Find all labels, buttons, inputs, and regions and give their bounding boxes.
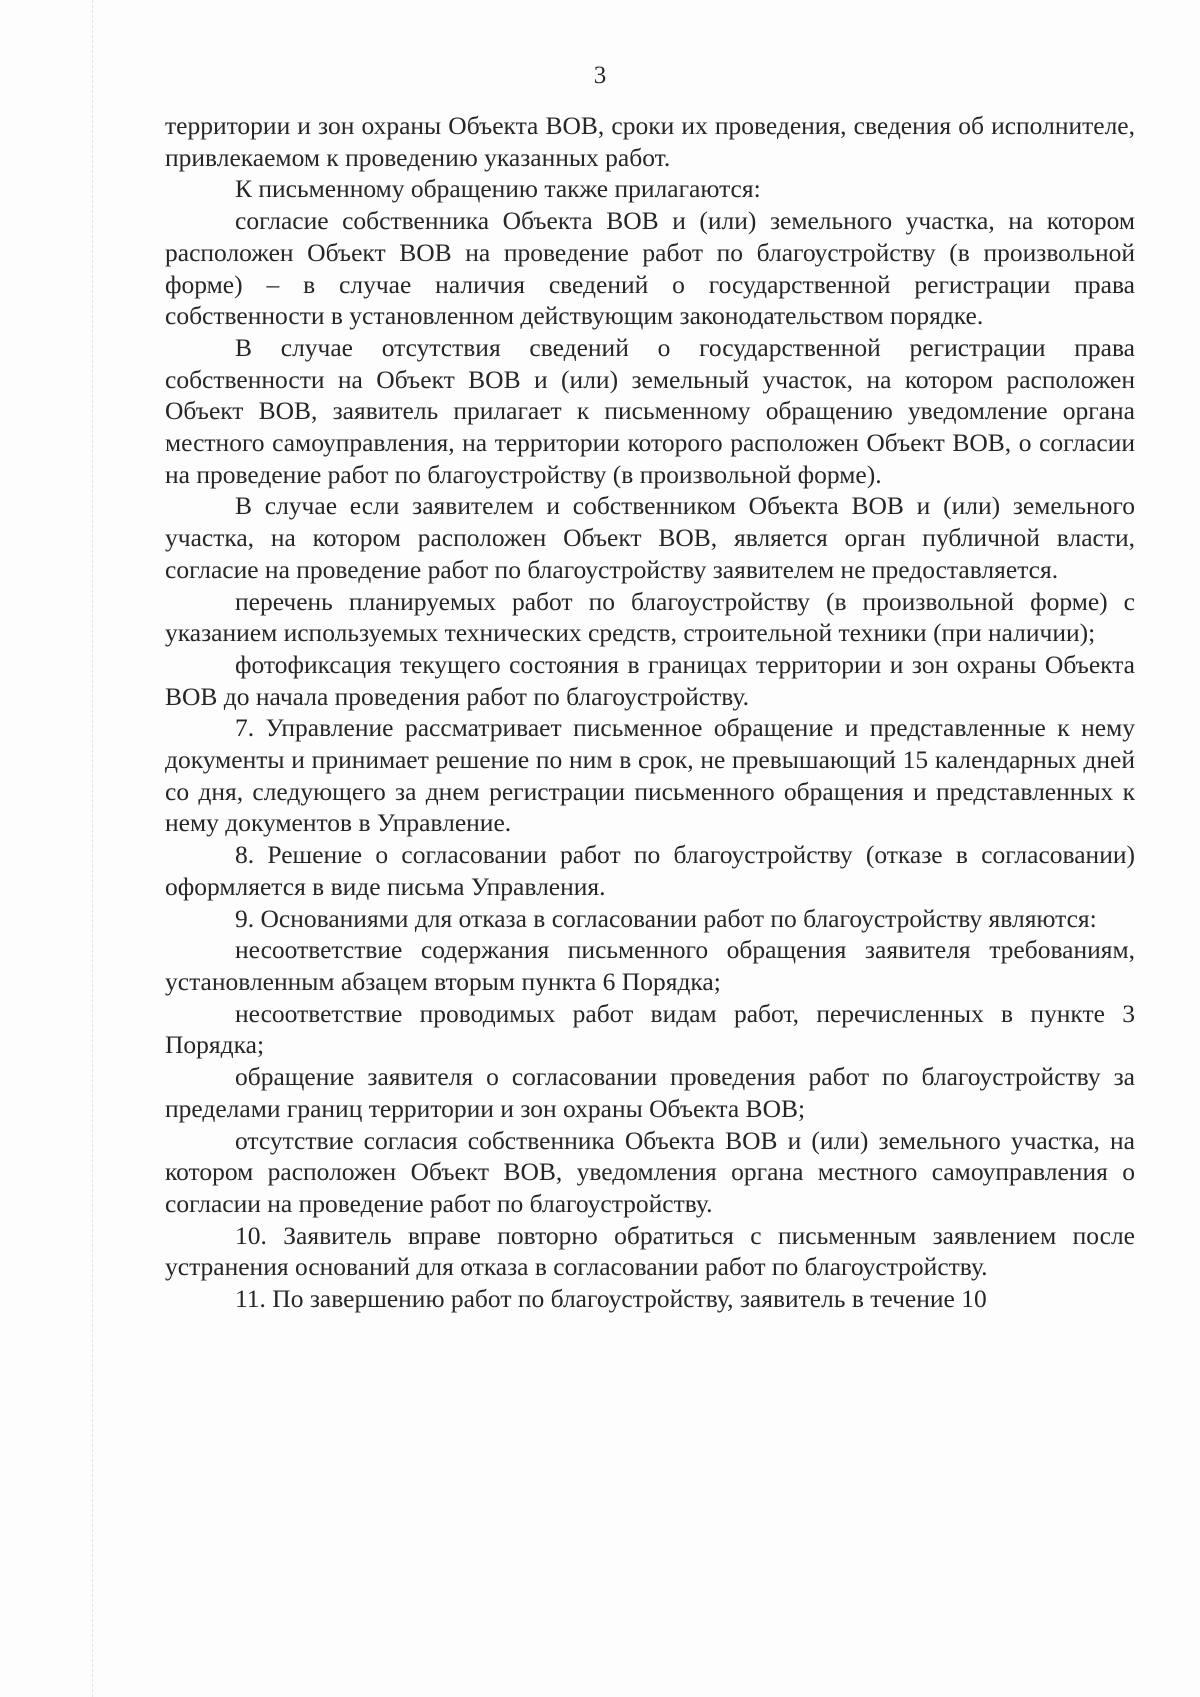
paragraph-public-authority: В случае если заявителем и собственником Объекта ВОВ и (или) земельного участка, на котором расположен Объект ВОВ, является орган публичной власти, согласие на проведение работ по благоустройству заявителем не предоставляется. [165, 491, 1135, 584]
paragraph-works-list: перечень планируемых работ по благоустройству (в произвольной форме) с указанием используемых технических средств, строительной техники (при наличии); [165, 586, 1135, 648]
paragraph-no-registration: В случае отсутствия сведений о государственной регистрации права собственности на Объект ВОВ и (или) земельный участок, на котором расположен Объект ВОВ, заявитель прилагает к письменному обращению уведомление органа местного самоуправления, на территории которого расположен Объект ВОВ, о согласии на проведение работ по благоустройству (в произвольной форме). [165, 332, 1135, 489]
paragraph-item-10: 10. Заявитель вправе повторно обратиться с письменным заявлением после устранения оснований для отказа в согласовании работ по благоустройству. [165, 1220, 1135, 1282]
paragraph-attachments-intro: К письменному обращению также прилагаются: [235, 174, 761, 204]
scan-edge-line [92, 0, 94, 1697]
paragraph-refusal-ground-1: несоответствие содержания письменного обращения заявителя требованиям, установленным абзацем вторым пункта 6 Порядка; [165, 935, 1135, 996]
document-body [165, 110, 1135, 1315]
paragraph-item-9: 9. Основаниями для отказа в согласовании работ по благоустройству являются: [235, 903, 1097, 933]
paragraph-photo-record: фотофиксация текущего состояния в границах территории и зон охраны Объекта ВОВ до начала проведения работ по благоустройству. [165, 649, 1135, 711]
paragraph-refusal-ground-2: несоответствие проводимых работ видам работ, перечисленных в пункте 3 Порядка; [165, 998, 1135, 1060]
paragraph-item-11: 11. По завершению работ по благоустройству, заявитель в течение 10 [235, 1284, 987, 1314]
paragraph-item-7: 7. Управление рассматривает письменное обращение и представленные к нему документы и принимает решение по ним в срок, не превышающий 15 календарных дней со дня, следующего за днем регистрации письменного обращения и представленных к нему документов в Управление. [165, 713, 1135, 838]
paragraph-refusal-ground-3: обращение заявителя о согласовании проведения работ по благоустройству за пределами границ территории и зон охраны Объекта ВОВ; [165, 1062, 1135, 1123]
paragraph-owner-consent: согласие собственника Объекта ВОВ и (или) земельного участка, на котором расположен Объект ВОВ на проведение работ по благоустройству (в произвольной форме) – в случае наличия сведений о государственной регистрации права собственности в установленном действующим законодательством порядке. [165, 206, 1135, 331]
paragraph-item-8: 8. Решение о согласовании работ по благоустройству (отказе в согласовании) оформляется в виде письма Управления. [165, 840, 1135, 901]
paragraph-continuation: территории и зон охраны Объекта ВОВ, сроки их проведения, сведения об исполнителе, привлекаемом к проведению указанных работ. [165, 111, 1135, 172]
page-number: 3 [593, 62, 607, 89]
paragraph-refusal-ground-4: отсутствие согласия собственника Объекта ВОВ и (или) земельного участка, на котором расположен Объект ВОВ, уведомления органа местного самоуправления о согласии на проведение работ по благоустройству. [165, 1125, 1135, 1218]
